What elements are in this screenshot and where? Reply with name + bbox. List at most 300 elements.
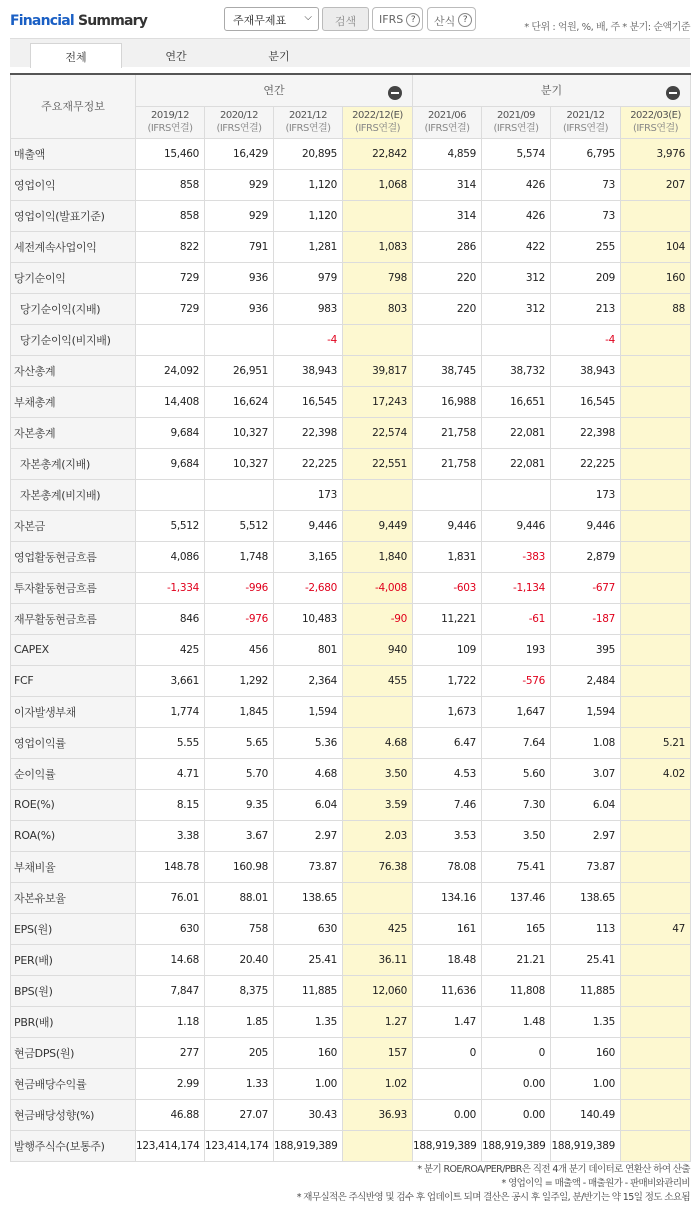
table-cell: 38,732 <box>482 355 551 386</box>
basis-label: (IFRS연결) <box>632 123 679 134</box>
collapse-minus-icon[interactable] <box>388 86 402 100</box>
question-icon: ? <box>458 13 472 27</box>
row-label: 영업이익(발표기준) <box>11 200 136 231</box>
row-label: PBR(배) <box>11 1006 136 1037</box>
table-cell: 173 <box>274 479 343 510</box>
table-cell: 936 <box>205 262 274 293</box>
table-cell <box>343 696 413 727</box>
table-cell: 16,429 <box>205 138 274 169</box>
table-cell: 422 <box>482 231 551 262</box>
table-cell: 160 <box>551 1037 621 1068</box>
table-cell: -4 <box>551 324 621 355</box>
table-cell: 2.03 <box>343 820 413 851</box>
table-cell <box>621 789 691 820</box>
table-cell <box>413 1068 482 1099</box>
table-cell: 2.97 <box>274 820 343 851</box>
row-label: 투자활동현금흐름 <box>11 572 136 603</box>
row-label: 자본총계(비지배) <box>11 479 136 510</box>
table-cell: 3.53 <box>413 820 482 851</box>
table-cell: 26,951 <box>205 355 274 386</box>
table-cell: 6.04 <box>274 789 343 820</box>
table-cell: 220 <box>413 293 482 324</box>
table-cell: 173 <box>551 479 621 510</box>
table-cell: 314 <box>413 169 482 200</box>
collapse-minus-icon[interactable] <box>666 86 680 100</box>
table-cell: 1.33 <box>205 1068 274 1099</box>
table-cell: 138.65 <box>551 882 621 913</box>
table-cell: 3.50 <box>482 820 551 851</box>
table-cell: 9,684 <box>136 417 205 448</box>
period-column-header <box>482 106 551 138</box>
table-cell <box>205 324 274 355</box>
row-label: 자본총계 <box>11 417 136 448</box>
ifrs-help-button[interactable]: IFRS ? <box>372 7 423 31</box>
table-cell: -4 <box>274 324 343 355</box>
table-cell <box>343 324 413 355</box>
table-cell: 822 <box>136 231 205 262</box>
period-column-header <box>205 106 274 138</box>
table-row <box>11 262 691 293</box>
table-cell: 1.02 <box>343 1068 413 1099</box>
table-row <box>11 448 691 479</box>
search-button[interactable]: 검색 <box>322 7 369 31</box>
table-row <box>11 1068 691 1099</box>
table-cell <box>136 479 205 510</box>
table-cell: 979 <box>274 262 343 293</box>
table-cell <box>482 324 551 355</box>
table-cell: 0 <box>482 1037 551 1068</box>
table-cell: 9,446 <box>551 510 621 541</box>
table-cell: 36.93 <box>343 1099 413 1130</box>
table-cell: 22,081 <box>482 448 551 479</box>
table-cell: 7,847 <box>136 975 205 1006</box>
row-label: ROE(%) <box>11 789 136 820</box>
table-cell: 12,060 <box>343 975 413 1006</box>
table-cell: 73 <box>551 200 621 231</box>
table-row <box>11 541 691 572</box>
statement-type-select[interactable]: 주재무제표 ⌵ <box>224 7 319 31</box>
table-cell: 11,636 <box>413 975 482 1006</box>
table-cell <box>621 324 691 355</box>
table-cell: 188,919,389 <box>274 1130 343 1161</box>
table-cell: 1,120 <box>274 200 343 231</box>
table-cell: 425 <box>343 913 413 944</box>
table-cell: 188,919,389 <box>551 1130 621 1161</box>
table-row <box>11 882 691 913</box>
table-row <box>11 603 691 634</box>
table-cell: 2.97 <box>551 820 621 851</box>
table-cell: 207 <box>621 169 691 200</box>
row-label: 부채총계 <box>11 386 136 417</box>
basis-label: (IFRS연결) <box>216 123 262 134</box>
row-label: 자본유보율 <box>11 882 136 913</box>
table-row <box>11 975 691 1006</box>
table-cell <box>621 1006 691 1037</box>
row-label: 순이익률 <box>11 758 136 789</box>
formula-help-button[interactable]: 산식 ? <box>427 7 476 31</box>
table-cell <box>621 386 691 417</box>
table-cell: 165 <box>482 913 551 944</box>
table-cell <box>621 572 691 603</box>
row-label: FCF <box>11 665 136 696</box>
table-cell: 16,988 <box>413 386 482 417</box>
quarter-group-header: 분기 <box>413 74 691 106</box>
table-cell: 5.21 <box>621 727 691 758</box>
table-cell: 1,594 <box>274 696 343 727</box>
basis-label: (IFRS연결) <box>562 123 609 134</box>
table-cell: 4.02 <box>621 758 691 789</box>
table-cell: 5,512 <box>205 510 274 541</box>
row-label: 현금배당수익률 <box>11 1068 136 1099</box>
table-cell: -2,680 <box>274 572 343 603</box>
period-label: 2021/12 <box>288 110 328 121</box>
table-cell <box>621 355 691 386</box>
table-cell: 3,165 <box>274 541 343 572</box>
table-cell: 46.88 <box>136 1099 205 1130</box>
table-cell: 193 <box>482 634 551 665</box>
table-cell: 24,092 <box>136 355 205 386</box>
row-label: 자본총계(지배) <box>11 448 136 479</box>
table-cell: 134.16 <box>413 882 482 913</box>
table-cell <box>621 448 691 479</box>
table-cell: 11,885 <box>551 975 621 1006</box>
period-column-header <box>551 106 621 138</box>
period-label: 2019/12 <box>150 110 190 121</box>
table-cell: 1.47 <box>413 1006 482 1037</box>
period-label: 2021/09 <box>496 110 536 121</box>
unit-note: * 단위 : 억원, %, 배, 주 * 분기: 순액기준 <box>524 22 690 33</box>
table-cell: 5.55 <box>136 727 205 758</box>
row-label: 현금배당성향(%) <box>11 1099 136 1130</box>
table-cell: 798 <box>343 262 413 293</box>
table-cell: -603 <box>413 572 482 603</box>
table-cell: 5.36 <box>274 727 343 758</box>
footnote: * 분기 ROE/ROA/PER/PBR은 직전 4개 분기 데이터로 연환산 하여 산출 <box>417 1164 690 1175</box>
row-label: 당기순이익(비지배) <box>11 324 136 355</box>
row-label: 영업이익률 <box>11 727 136 758</box>
table-cell: -383 <box>482 541 551 572</box>
table-cell <box>413 479 482 510</box>
table-cell: 138.65 <box>274 882 343 913</box>
table-cell: 18.48 <box>413 944 482 975</box>
table-cell: 846 <box>136 603 205 634</box>
table-cell: 25.41 <box>274 944 343 975</box>
table-cell: 123,414,174 <box>136 1130 205 1161</box>
table-cell: 0.00 <box>482 1099 551 1130</box>
table-row <box>11 386 691 417</box>
tab-annual[interactable]: 연간 <box>165 50 187 63</box>
table-cell: 729 <box>136 293 205 324</box>
period-tabs <box>10 38 690 67</box>
table-cell: 1.48 <box>482 1006 551 1037</box>
table-cell: 3,661 <box>136 665 205 696</box>
table-cell: 1.27 <box>343 1006 413 1037</box>
table-cell: 9,446 <box>482 510 551 541</box>
period-label: 2022/03(E) <box>630 110 681 121</box>
basis-label: (IFRS연결) <box>285 123 331 134</box>
table-row <box>11 913 691 944</box>
table-row <box>11 665 691 696</box>
table-cell: 1.35 <box>274 1006 343 1037</box>
table-cell: 4.68 <box>274 758 343 789</box>
table-cell: 1,831 <box>413 541 482 572</box>
table-cell: 14.68 <box>136 944 205 975</box>
table-cell: -576 <box>482 665 551 696</box>
annual-group-header: 연간 <box>136 74 413 106</box>
table-cell: 6.47 <box>413 727 482 758</box>
table-row <box>11 169 691 200</box>
table-cell: 1.08 <box>551 727 621 758</box>
table-cell: -90 <box>343 603 413 634</box>
table-cell: 17,243 <box>343 386 413 417</box>
table-cell <box>621 1037 691 1068</box>
table-cell: 4.68 <box>343 727 413 758</box>
table-cell: 314 <box>413 200 482 231</box>
table-cell: 205 <box>205 1037 274 1068</box>
table-row <box>11 727 691 758</box>
table-cell: 1,774 <box>136 696 205 727</box>
table-cell: 220 <box>413 262 482 293</box>
table-cell <box>621 944 691 975</box>
row-label: EPS(원) <box>11 913 136 944</box>
table-row <box>11 758 691 789</box>
table-cell: 5.60 <box>482 758 551 789</box>
table-cell <box>621 541 691 572</box>
table-cell <box>343 1130 413 1161</box>
table-cell: 6,795 <box>551 138 621 169</box>
table-cell: 11,885 <box>274 975 343 1006</box>
table-cell: 983 <box>274 293 343 324</box>
table-cell: 160 <box>621 262 691 293</box>
table-cell: 455 <box>343 665 413 696</box>
table-cell: 16,545 <box>551 386 621 417</box>
page-title: Financial Summary <box>10 13 148 29</box>
table-cell: 8.15 <box>136 789 205 820</box>
table-cell: 73.87 <box>551 851 621 882</box>
table-cell: 16,651 <box>482 386 551 417</box>
table-cell: 803 <box>343 293 413 324</box>
table-cell: 1,748 <box>205 541 274 572</box>
table-cell: 312 <box>482 293 551 324</box>
table-row <box>11 572 691 603</box>
table-row <box>11 820 691 851</box>
table-cell: 426 <box>482 200 551 231</box>
footnotes <box>297 1163 690 1205</box>
table-cell: 8,375 <box>205 975 274 1006</box>
table-row <box>11 293 691 324</box>
table-cell: 9,446 <box>274 510 343 541</box>
table-cell: 104 <box>621 231 691 262</box>
table-cell: 791 <box>205 231 274 262</box>
table-cell: 6.04 <box>551 789 621 820</box>
table-cell: 2.99 <box>136 1068 205 1099</box>
table-cell: 21.21 <box>482 944 551 975</box>
table-cell: 38,745 <box>413 355 482 386</box>
table-cell <box>621 882 691 913</box>
table-cell: 1,722 <box>413 665 482 696</box>
period-label: 2021/06 <box>427 110 467 121</box>
table-cell: 5.65 <box>205 727 274 758</box>
footnote: * 영업이익 = 매출액 - 매출원가 - 판매비와관리비 <box>501 1178 690 1189</box>
table-cell: 76.38 <box>343 851 413 882</box>
row-label: 자본금 <box>11 510 136 541</box>
table-cell: 209 <box>551 262 621 293</box>
table-row <box>11 479 691 510</box>
table-cell: 11,221 <box>413 603 482 634</box>
row-label: BPS(원) <box>11 975 136 1006</box>
table-cell: 15,460 <box>136 138 205 169</box>
table-cell: 277 <box>136 1037 205 1068</box>
table-cell: 9,449 <box>343 510 413 541</box>
table-cell: 858 <box>136 200 205 231</box>
table-cell: 22,225 <box>551 448 621 479</box>
table-cell: 16,624 <box>205 386 274 417</box>
table-cell <box>621 665 691 696</box>
row-label: 현금DPS(원) <box>11 1037 136 1068</box>
table-cell: 160 <box>274 1037 343 1068</box>
table-cell: 27.07 <box>205 1099 274 1130</box>
row-label: 영업활동현금흐름 <box>11 541 136 572</box>
table-cell <box>621 200 691 231</box>
table-row <box>11 417 691 448</box>
table-cell: -677 <box>551 572 621 603</box>
table-cell: 1.35 <box>551 1006 621 1037</box>
table-cell: 22,551 <box>343 448 413 479</box>
table-cell: 75.41 <box>482 851 551 882</box>
table-cell: 76.01 <box>136 882 205 913</box>
table-cell: 160.98 <box>205 851 274 882</box>
table-cell <box>621 820 691 851</box>
row-label: 영업이익 <box>11 169 136 200</box>
row-label: PER(배) <box>11 944 136 975</box>
table-cell: 286 <box>413 231 482 262</box>
table-cell: 78.08 <box>413 851 482 882</box>
table-cell: 36.11 <box>343 944 413 975</box>
table-cell: 929 <box>205 169 274 200</box>
table-cell: 10,327 <box>205 448 274 479</box>
table-row <box>11 944 691 975</box>
table-cell: 88.01 <box>205 882 274 913</box>
table-cell: 2,484 <box>551 665 621 696</box>
table-cell: 0 <box>413 1037 482 1068</box>
row-label: 이자발생부채 <box>11 696 136 727</box>
table-cell: 47 <box>621 913 691 944</box>
tab-quarter[interactable]: 분기 <box>268 50 290 63</box>
table-cell: 4,859 <box>413 138 482 169</box>
table-row <box>11 1006 691 1037</box>
table-cell: -1,134 <box>482 572 551 603</box>
table-cell <box>621 634 691 665</box>
table-cell: 456 <box>205 634 274 665</box>
table-cell <box>621 1130 691 1161</box>
table-cell: -1,334 <box>136 572 205 603</box>
table-cell: 3.38 <box>136 820 205 851</box>
table-cell: 940 <box>343 634 413 665</box>
table-row <box>11 200 691 231</box>
table-cell <box>621 696 691 727</box>
table-cell: 22,574 <box>343 417 413 448</box>
table-row <box>11 789 691 820</box>
table-cell: 5,574 <box>482 138 551 169</box>
table-cell: 1,845 <box>205 696 274 727</box>
row-label: 세전계속사업이익 <box>11 231 136 262</box>
table-cell <box>343 200 413 231</box>
row-label: 자산총계 <box>11 355 136 386</box>
table-row <box>11 324 691 355</box>
table-cell: 22,398 <box>551 417 621 448</box>
table-row <box>11 851 691 882</box>
table-cell: 157 <box>343 1037 413 1068</box>
period-label: 2022/12(E) <box>352 110 403 121</box>
table-cell: 1,068 <box>343 169 413 200</box>
table-cell: 14,408 <box>136 386 205 417</box>
table-cell: 3.07 <box>551 758 621 789</box>
table-cell: 1,673 <box>413 696 482 727</box>
table-cell: 1.85 <box>205 1006 274 1037</box>
period-label: 2020/12 <box>219 110 259 121</box>
table-cell: 20,895 <box>274 138 343 169</box>
table-cell: 188,919,389 <box>482 1130 551 1161</box>
table-cell: 1,292 <box>205 665 274 696</box>
period-column-header <box>621 106 691 138</box>
table-cell <box>621 479 691 510</box>
table-cell: 255 <box>551 231 621 262</box>
row-label: 당기순이익(지배) <box>11 293 136 324</box>
table-cell: 729 <box>136 262 205 293</box>
footnote: * 재무실적은 주식반영 및 검수 후 업데이트 되며 결산은 공시 후 일주일, 분/반기는 약 15일 정도 소요됨 <box>296 1192 690 1203</box>
table-cell: 9,446 <box>413 510 482 541</box>
table-cell: 2,879 <box>551 541 621 572</box>
table-cell: 936 <box>205 293 274 324</box>
table-cell <box>343 882 413 913</box>
table-cell: 1.00 <box>551 1068 621 1099</box>
table-cell: 148.78 <box>136 851 205 882</box>
basis-label: (IFRS연결) <box>147 123 193 134</box>
corner-header: 주요재무정보 <box>11 74 136 138</box>
table-row <box>11 696 691 727</box>
table-cell: 5.70 <box>205 758 274 789</box>
table-cell: 1.00 <box>274 1068 343 1099</box>
top-bar <box>0 0 700 40</box>
table-cell: 630 <box>274 913 343 944</box>
table-cell: 9,684 <box>136 448 205 479</box>
period-column-header <box>274 106 343 138</box>
table-cell: 4.71 <box>136 758 205 789</box>
tab-all[interactable]: 전체 <box>30 43 122 68</box>
table-cell: -187 <box>551 603 621 634</box>
table-cell <box>621 1068 691 1099</box>
table-cell: 10,483 <box>274 603 343 634</box>
basis-label: (IFRS연결) <box>424 123 470 134</box>
table-cell: 39,817 <box>343 355 413 386</box>
table-cell: 5,512 <box>136 510 205 541</box>
table-cell: 10,327 <box>205 417 274 448</box>
table-cell <box>205 479 274 510</box>
period-column-header <box>413 106 482 138</box>
table-cell: 0.00 <box>482 1068 551 1099</box>
table-cell: 1,840 <box>343 541 413 572</box>
table-cell: 88 <box>621 293 691 324</box>
table-cell: 25.41 <box>551 944 621 975</box>
table-row <box>11 1037 691 1068</box>
table-cell <box>621 1099 691 1130</box>
table-cell: 188,919,389 <box>413 1130 482 1161</box>
table-cell: 426 <box>482 169 551 200</box>
table-cell <box>621 603 691 634</box>
table-cell: 22,398 <box>274 417 343 448</box>
table-cell: 1,120 <box>274 169 343 200</box>
table-cell: 7.46 <box>413 789 482 820</box>
